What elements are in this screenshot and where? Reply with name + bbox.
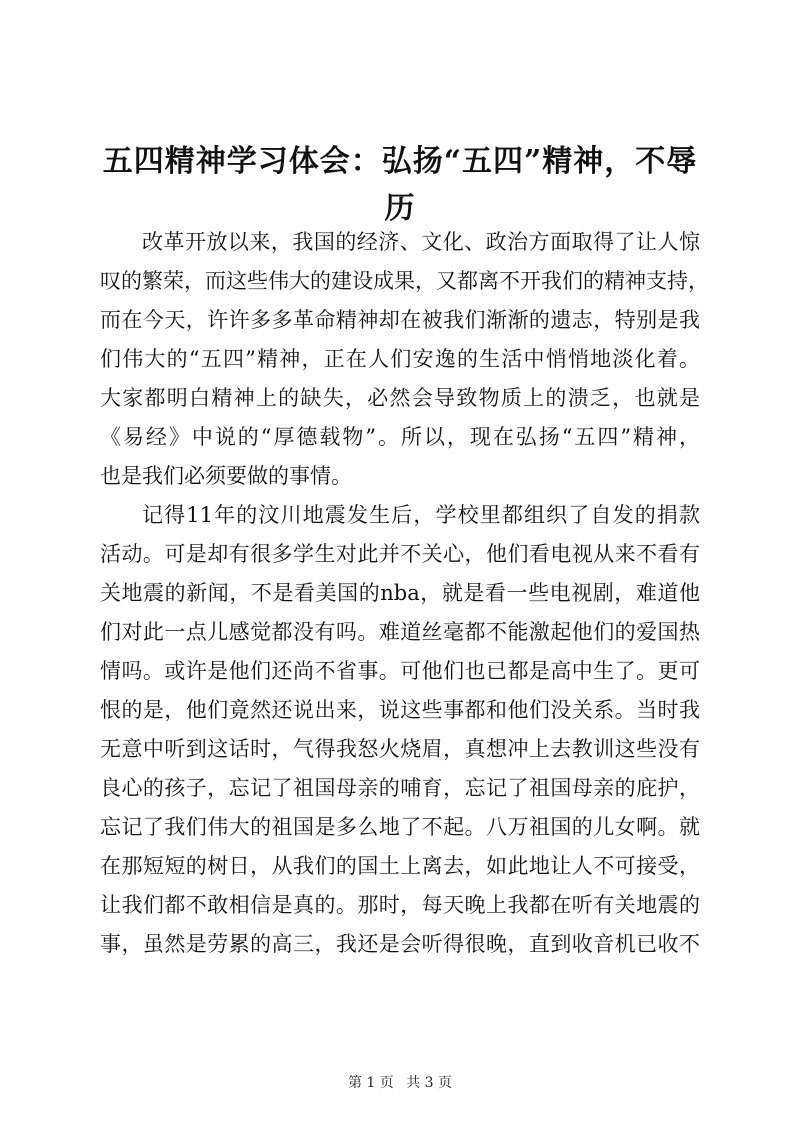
text-line: 情吗。或许是他们还尚不省事。可他们也已都是高中生了。更可 [100, 659, 700, 683]
text-line: 大家都明白精神上的缺失，必然会导致物质上的溃乏，也就是 [100, 386, 700, 410]
text-line: 关地震的新闻，不是看美国的nba，就是看一些电视剧，难道他 [100, 581, 700, 605]
title-line: 五四精神学习体会：弘扬“五四”精神，不辱 [102, 144, 698, 179]
text-line: 们对此一点儿感觉都没有吗。难道丝毫都不能激起他们的爱国热 [100, 620, 700, 644]
text-line: 良心的孩子，忘记了祖国母亲的哺育，忘记了祖国母亲的庇护， [100, 776, 700, 800]
document-body [100, 223, 709, 964]
paragraph [100, 496, 700, 964]
paragraph [100, 223, 709, 496]
document-title [100, 138, 700, 232]
text-line: 《易经》中说的“厚德载物”。所以，现在弘扬“五四”精神， [100, 425, 700, 449]
text-line: 忘记了我们伟大的祖国是多么地了不起。八万祖国的儿女啊。就 [100, 815, 700, 839]
text-line: 们伟大的“五四”精神，正在人们安逸的生活中悄悄地淡化着。 [100, 347, 700, 371]
text-line: 叹的繁荣，而这些伟大的建设成果，又都离不开我们的精神支持， [100, 269, 709, 293]
page-number: 第 1 页 [347, 1075, 394, 1091]
text-line: 记得11年的汶川地震发生后，学校里都组织了自发的捐款 [142, 503, 700, 527]
text-line: 让我们都不敢相信是真的。那时，每天晚上我都在听有关地震的 [100, 893, 700, 917]
text-line: 事，虽然是劳累的高三，我还是会听得很晚，直到收音机已收不 [100, 932, 700, 956]
title-line: 历 [384, 191, 416, 226]
text-line: 在那短短的树日，从我们的国土上离去，如此地让人不可接受， [100, 854, 700, 878]
page-footer [0, 1074, 800, 1092]
page-total: 共 3 页 [406, 1075, 453, 1091]
text-line: 恨的是，他们竟然还说出来，说这些事都和他们没关系。当时我 [100, 698, 700, 722]
text-line: 活动。可是却有很多学生对此并不关心，他们看电视从来不看有 [100, 542, 700, 566]
text-line: 也是我们必须要做的事情。 [100, 464, 352, 488]
text-line: 而在今天，许许多多革命精神却在被我们渐渐的遗志，特别是我 [100, 308, 700, 332]
text-line: 无意中听到这话时，气得我怒火烧眉，真想冲上去教训这些没有 [100, 737, 700, 761]
text-line: 改革开放以来，我国的经济、文化、政治方面取得了让人惊 [142, 230, 700, 254]
